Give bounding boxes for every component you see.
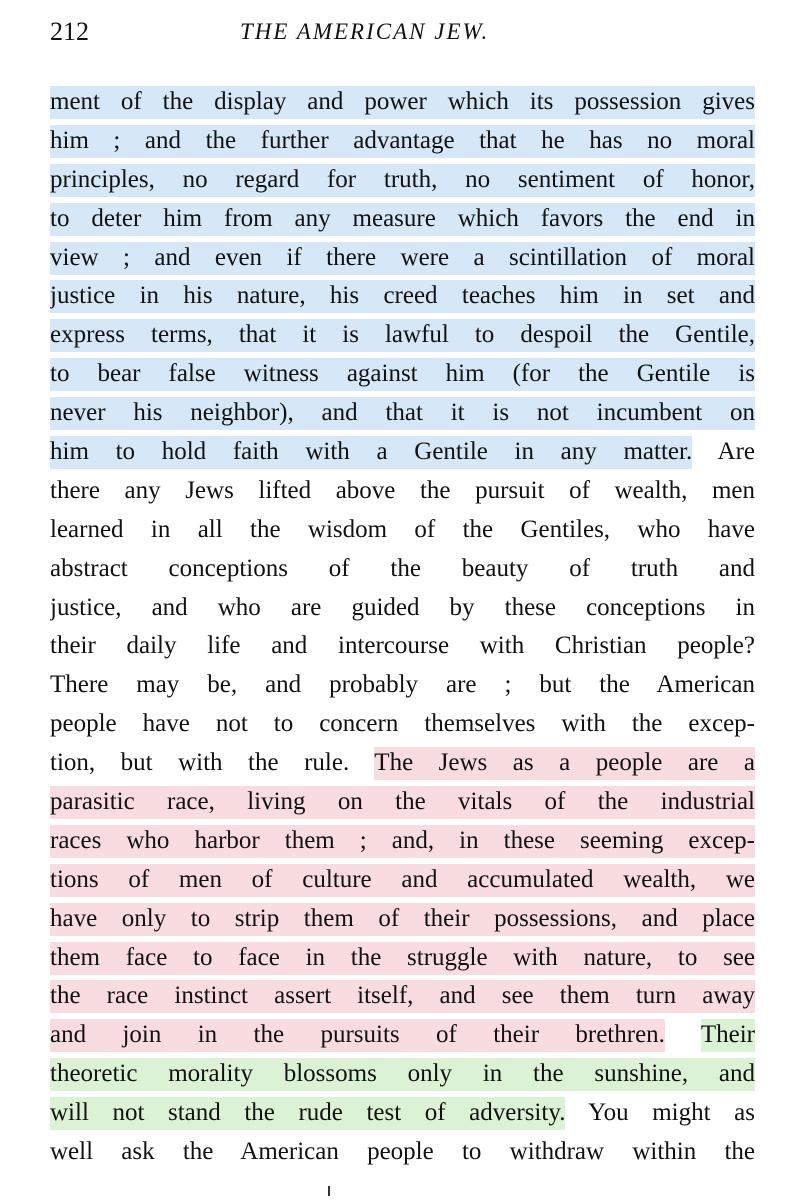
text-line [50,939,755,978]
highlight-pink: them face to face in the struggle with nature, to see [50,942,755,975]
text-segment: Are [692,438,755,466]
text-segment: abstract conceptions of the beauty of truth and [50,554,755,582]
text-segment: learned in all the wisdom of the Gentiles, who have [50,515,755,543]
page-number: 212 [50,17,89,46]
body-text [50,83,755,1172]
highlight-blue: to deter him from any measure which favors the end in [50,203,755,236]
page-edge-mark [328,1186,330,1196]
text-line [50,705,755,744]
text-segment: You might as [565,1099,755,1127]
highlight-green: Their [701,1019,755,1052]
text-segment: There may be, and probably are ; but the American [50,671,755,699]
text-line [50,83,755,122]
highlight-blue: him ; and the further advantage that he has no moral [50,125,755,158]
text-line [50,900,755,939]
highlight-blue: him to hold faith with a Gentile in any matter. [50,436,692,469]
highlight-blue: to bear false witness against him (for the Gentile is [50,358,755,391]
highlight-pink: the race instinct assert itself, and see them turn away [50,980,755,1013]
text-line [50,1055,755,1094]
text-line [50,122,755,161]
text-line [50,977,755,1016]
highlight-pink: races who harbor them ; and, in these seeming excep- [50,825,755,858]
text-segment: justice, and who are guided by these conceptions in [50,593,755,621]
page-header [50,14,755,54]
highlight-blue: express terms, that it is lawful to despoil the Gentile, [50,319,755,352]
text-line [50,627,755,666]
highlight-pink: The Jews as a people are a [374,747,755,780]
highlight-green: theoretic morality blossoms only in the sunshine, and [50,1058,755,1091]
text-line [50,316,755,355]
highlight-green: will not stand the rude test of adversity. [50,1097,565,1130]
text-line [50,822,755,861]
running-head: THE AMERICAN JEW. [240,19,490,44]
highlight-blue: justice in his nature, his creed teaches him in set and [50,280,755,313]
text-line [50,1094,755,1133]
text-line [50,277,755,316]
text-line [50,511,755,550]
text-line [50,200,755,239]
highlight-pink: tions of men of culture and accumulated wealth, we [50,864,755,897]
highlight-pink: and join in the pursuits of their brethren. [50,1019,665,1052]
text-segment: there any Jews lifted above the pursuit of wealth, men [50,476,755,504]
text-line [50,394,755,433]
highlight-pink: have only to strip them of their possessions, and place [50,903,755,936]
text-line [50,472,755,511]
highlight-blue: ment of the display and power which its possession gives [50,86,755,119]
text-line [50,666,755,705]
text-line [50,355,755,394]
text-line [50,744,755,783]
text-segment [665,1021,701,1048]
text-line [50,433,755,472]
text-line [50,1016,755,1055]
text-line [50,589,755,628]
highlight-blue: principles, no regard for truth, no sentiment of honor, [50,164,755,197]
text-line [50,1133,755,1172]
text-segment: well ask the American people to withdraw within the [50,1138,755,1166]
text-line [50,861,755,900]
text-line [50,783,755,822]
highlight-blue: never his neighbor), and that it is not incumbent on [50,397,755,430]
text-segment: their daily life and intercourse with Christian people? [50,632,755,660]
text-segment: tion, but with the rule. [50,749,375,777]
text-line [50,550,755,589]
text-segment: people have not to concern themselves with the excep- [50,710,755,738]
text-line [50,161,755,200]
highlight-blue: view ; and even if there were a scintillation of moral [50,242,755,275]
highlight-pink: parasitic race, living on the vitals of the industrial [50,786,755,819]
text-line [50,239,755,278]
